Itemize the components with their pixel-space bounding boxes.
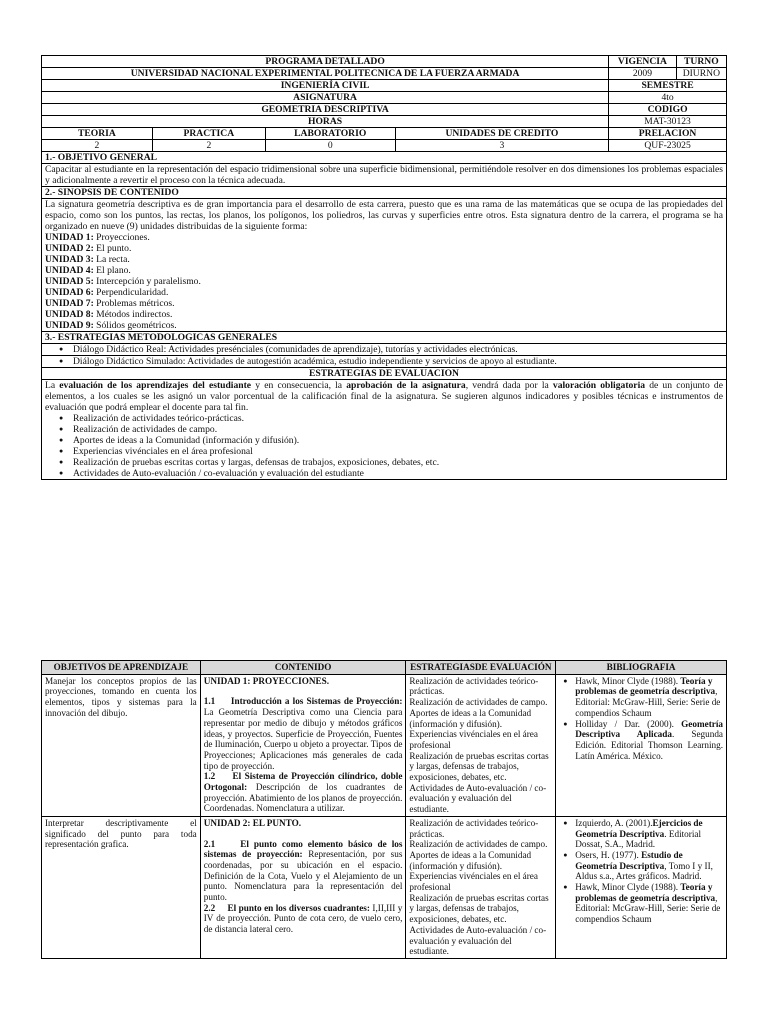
bibliografia-cell — [556, 674, 727, 816]
bib-author: Osers, H. (1977). — [575, 849, 642, 860]
sinopsis-text: La signatura geometría descriptiva es de gran importancia para el desarrollo de esta carrera, puesto que es una rama de las matemáticas que se ocupa de las propiedades del espacio, como son los puntos, las rectas, los planos, los polígonos, los poliedros, las curvas y superficies entre otros. Esta signatura dentro de la carrera, el programa se ha organizado en nueve (9) unidades distribuidas de la siguiente forma: — [45, 199, 723, 232]
subtopic — [204, 696, 403, 771]
unit-item — [45, 320, 723, 331]
unit-name: Proyecciones. — [96, 232, 150, 243]
unit-name: Métodos indirectos. — [96, 309, 173, 320]
codigo-label: CODIGO — [609, 104, 727, 116]
semestre-label: SEMESTRE — [609, 80, 727, 92]
horas-label: HORAS — [42, 116, 609, 128]
header-bibliografia: BIBLIOGRAFIA — [556, 661, 727, 675]
evaluacion-text-2: y en consecuencia, la — [251, 380, 347, 391]
uc-label: UNIDADES DE CREDITO — [395, 128, 609, 140]
subtopic-title: Introducción a los Sistemas de Proyección: — [230, 696, 403, 707]
sinopsis-body — [42, 199, 727, 332]
table-row — [42, 816, 727, 958]
unit-label: UNIDAD 6: — [45, 287, 94, 298]
unit-list — [45, 232, 723, 331]
subtopic-number: 2.2 — [203, 902, 216, 913]
unit-label: UNIDAD 5: — [45, 276, 94, 287]
bib-title: Teoría y problemas de geometría descriptiva — [575, 675, 716, 697]
estrategias-body-2 — [42, 356, 727, 368]
unit-item — [45, 309, 723, 320]
turno-label: TURNO — [676, 56, 726, 68]
evaluacion-item: ● Actividades de Auto-evaluación / co-evaluación y evaluación del estudiante — [45, 468, 723, 479]
bib-entry — [559, 719, 723, 762]
carrera-name: INGENIERÍA CIVIL — [42, 80, 609, 92]
evaluacion-item: ● Experiencias vivénciales en el área profesional — [45, 446, 723, 457]
prelacion-label: PRELACION — [609, 128, 727, 140]
bib-title: Teoría y problemas de geometría descriptiva — [575, 882, 716, 903]
unit-item — [45, 265, 723, 276]
estrategias-cell: Realización de actividades teórico-prácticas. Realización de actividades de campo. Aportes de ideas a la Comunidad (información y difusión). Experiencias vivénciales en el área profesional Realización de pruebas escritas cortas y largas, defensas de trabajos, exposiciones, debates, etc. Actividades de Auto-evaluación / co-evaluación y evaluación del estudiante. — [406, 674, 556, 816]
evaluacion-text-1: La — [45, 380, 60, 391]
bib-entry — [559, 818, 723, 850]
unit-label: UNIDAD 2: — [45, 243, 94, 254]
bibliografia-cell — [556, 816, 727, 958]
teoria-label: TEORIA — [42, 128, 153, 140]
evaluacion-bold-3: valoración obligatoria — [552, 380, 646, 391]
programa-title: PROGRAMA DETALLADO — [42, 56, 609, 68]
evaluacion-title: ESTRATEGIAS DE EVALUACION — [42, 368, 727, 380]
unit-name: Perpendicularidad. — [96, 287, 169, 298]
uc-value: 3 — [395, 140, 609, 152]
subtopic-title: El punto como elemento básico de los sistemas de proyección: — [203, 838, 403, 860]
program-header-table — [41, 55, 727, 480]
unit-item — [45, 232, 723, 243]
subtopic-text: I,II,III y IV de proyección. Punto de cota cero, de vuelo cero, de distancia lateral cero. — [203, 902, 403, 935]
sinopsis-title: 2.- SINOPSIS DE CONTENIDO — [42, 187, 727, 199]
subtopic — [204, 839, 403, 903]
subtopic-title: El punto en los diversos cuadrantes: — [227, 902, 370, 913]
bib-author: Holliday / Dar. (2000). — [575, 718, 682, 729]
unit-name: El punto. — [96, 243, 132, 254]
unit-item — [45, 298, 723, 309]
bib-author: Izquierdo, A. (2001). — [575, 817, 653, 828]
plan-table — [41, 660, 727, 959]
semestre-value: 4to — [609, 92, 727, 104]
evaluacion-item: ● Realización de actividades teórico-prácticas. — [45, 413, 723, 424]
practica-value: 2 — [152, 140, 265, 152]
laboratorio-value: 0 — [265, 140, 395, 152]
unit-name: Sólidos geométricos. — [96, 320, 177, 331]
turno-value: DIURNO — [676, 68, 726, 80]
bib-publisher: , Editorial: McGraw-Hill, Serie: Serie de compendios Schaum — [575, 686, 721, 718]
contenido-cell — [200, 674, 406, 816]
evaluacion-text-3: , vendrá dada por la — [465, 380, 553, 391]
evaluacion-text — [45, 380, 723, 413]
evaluacion-item: ● Realización de actividades de campo. — [45, 424, 723, 435]
practica-label: PRACTICA — [152, 128, 265, 140]
bib-entry — [559, 850, 723, 882]
bib-publisher: , Tomo I y II, Aldus s.a., Artes gráficos. Madrid. — [575, 860, 713, 882]
teoria-value: 2 — [42, 140, 153, 152]
estrategia-item: ● Diálogo Didáctico Real: Actividades presénciales (comunidades de aprendizaje), tutorías y actividades electrónicas. — [45, 344, 723, 355]
unit-label: UNIDAD 9: — [45, 320, 94, 331]
bib-entry — [559, 676, 723, 719]
universidad-name: UNIVERSIDAD NACIONAL EXPERIMENTAL POLITECNICA DE LA FUERZA ARMADA — [42, 68, 609, 80]
objetivo-text: Capacitar al estudiante en la representación del espacio tridimensional sobre una superficie bidimensional, permitiéndole resolver en dos dimensiones los problemas espaciales y adicionalmente a revertir el proceso con la técnica adecuada. — [42, 164, 727, 187]
evaluacion-item: ● Realización de pruebas escritas cortas y largas, defensas de trabajos, exposiciones, debates, etc. — [45, 457, 723, 468]
unit-title: UNIDAD 1: PROYECCIONES. — [203, 675, 330, 686]
subtopic — [204, 903, 403, 935]
bib-entry — [559, 882, 723, 925]
bib-publisher: , Editorial: McGraw-Hill, Serie: Serie de compendios Schaum — [575, 892, 721, 925]
header-objetivos: OBJETIVOS DE APRENDIZAJE — [42, 661, 201, 675]
bib-author: Hawk, Minor Clyde (1988). — [575, 882, 681, 893]
codigo-value: MAT-30123 — [609, 116, 727, 128]
objetivo-cell: Manejar los conceptos propios de las proyecciones, tomando en cuenta los elementos, tipos y sistemas para la innovación del dibujo. — [42, 674, 201, 816]
estrategia-item: ● Diálogo Didáctico Simulado: Actividades de autogestión académica, estudio independiente y servicios de apoyo al estudiante. — [45, 356, 723, 367]
header-contenido: CONTENIDO — [200, 661, 406, 675]
evaluacion-text-4: de un conjunto de elementos, a los cuales se les asignó un valor porcentual de la calificación final de la asignatura. Se sugieren algunos indicadores y posibles técnicas e instrumentos de evaluación que podrá emplear el docente para tal fin. — [45, 380, 723, 413]
unit-label: UNIDAD 7: — [45, 298, 94, 309]
bib-title: Ejercicios de Geometría Descriptiva — [575, 817, 703, 839]
vigencia-label: VIGENCIA — [609, 56, 677, 68]
unit-name: El plano. — [96, 265, 131, 276]
estrategias-title: 3.- ESTRATEGIAS METODOLOGICAS GENERALES — [42, 332, 727, 344]
subtopic-text: Representación, por sus coordenadas, por su ubicación en el espacio. Definición de la Cota, Vuelo y el Alejamiento de un punto. Nomenclatura para la representación del punto. — [203, 849, 403, 903]
contenido-cell — [200, 816, 406, 958]
unit-item — [45, 254, 723, 265]
evaluacion-item: ● Aportes de ideas a la Comunidad (información y difusión). — [45, 435, 723, 446]
bib-publisher: . Editorial Dossat, S.A., Madrid. — [575, 828, 702, 850]
estrategias-cell: Realización de actividades teórico-prácticas. Realización de actividades de campo. Aportes de ideas a la Comunidad (información y difusión). Experiencias vivénciales en el área profesional Realización de pruebas escritas cortas y largas, defensas de trabajos, exposiciones, debates, etc. Actividades de Auto-evaluación / co-evaluación y evaluación del estudiante. — [406, 816, 556, 958]
table-row — [42, 674, 727, 816]
unit-title: UNIDAD 2: EL PUNTO. — [203, 817, 302, 828]
unit-name: Problemas métricos. — [96, 298, 175, 309]
bib-author: Hawk, Minor Clyde (1988). — [575, 675, 681, 686]
unit-label: UNIDAD 8: — [45, 309, 94, 320]
subtopic-text: La Geometría Descriptiva como una Ciencia para representar por medio de dibujo y métodos gráficos ideas, y proyectos. Superficie de Proyección, Fuentes de Iluminación, Cuerpo u objeto a proyectar. Tipos de Proyecciones; Aplicaciones más generales de cada tipo de proyección. — [203, 707, 403, 771]
subtopic-number: 1.2 — [203, 771, 216, 782]
unit-label: UNIDAD 3: — [45, 254, 94, 265]
laboratorio-label: LABORATORIO — [265, 128, 395, 140]
bib-title: Estudio de Geometría Descriptiva — [575, 849, 683, 871]
header-estrategias: ESTRATEGIASDE EVALUACIÓN — [406, 661, 556, 675]
subtopic-number: 2.1 — [203, 838, 216, 849]
unit-name: Intercepción y paralelismo. — [96, 276, 201, 287]
unit-name: La recta. — [96, 254, 130, 265]
bib-title: Geometría Descriptiva Aplicada — [575, 718, 723, 740]
evaluacion-body — [42, 380, 727, 480]
evaluacion-bold-2: aprobación de la asignatura — [346, 380, 466, 391]
objetivo-cell: Interpretar descriptivamente el significado del punto para toda representación grafica. — [42, 816, 201, 958]
unit-item — [45, 243, 723, 254]
objetivo-title: 1.- OBJETIVO GENERAL — [42, 152, 727, 164]
subtopic-number: 1.1 — [203, 696, 216, 707]
subtopic-title: El Sistema de Proyección cilíndrico, doble Ortogonal: — [203, 771, 403, 793]
prelacion-value: QUF-23025 — [609, 140, 727, 152]
unit-label: UNIDAD 4: — [45, 265, 94, 276]
asignatura-label: ASIGNATURA — [42, 92, 609, 104]
evaluacion-bold-1: evaluación de los aprendizajes del estudiante — [59, 380, 252, 391]
estrategias-body — [42, 344, 727, 356]
bib-publisher: . Segunda Edición. Editorial Thomson Learning. Latín América. México. — [575, 729, 723, 761]
asignatura-name: GEOMETRIA DESCRIPTIVA — [42, 104, 609, 116]
vigencia-value: 2009 — [609, 68, 677, 80]
unit-item — [45, 287, 723, 298]
unit-label: UNIDAD 1: — [45, 232, 94, 243]
subtopic-text: Descripción de los cuadrantes de proyección. Abatimiento de los planos de proyección. Coordenadas. Nomenclatura a utilizar. — [203, 782, 403, 814]
unit-item — [45, 276, 723, 287]
subtopic — [204, 771, 403, 814]
